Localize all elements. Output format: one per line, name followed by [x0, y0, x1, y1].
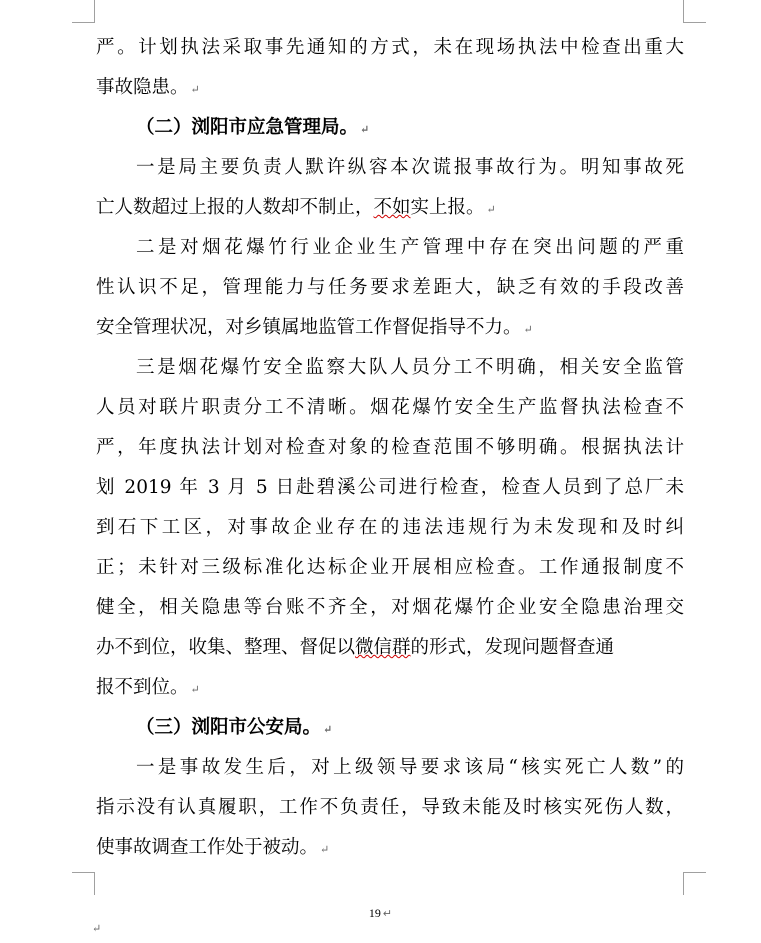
text-line: 性认识不足，管理能力与任务要求差距大，缺乏有效的手段改善 [96, 277, 684, 298]
text-line: 指示没有认真履职，工作不负责任，导致未能及时核实死伤人数， [96, 797, 684, 818]
paragraph-mark-icon: ↵ [190, 683, 200, 696]
text-line: 严，年度执法计划对检查对象的检查范围不够明确。根据执法计 [96, 437, 684, 458]
text-line: 划 2019 年 3 月 5 日赴碧溪公司进行检查，检查人员到了总厂未 [96, 477, 684, 498]
text-line: 安全管理状况，对乡镇属地监管工作督促指导不力。 ↵ [96, 317, 533, 338]
paragraph-mark-icon: ↵ [382, 908, 393, 920]
text-line: 严。计划执法采取事先通知的方式，未在现场执法中检查出重大 [96, 37, 684, 58]
paragraph-mark-icon: ↵ [190, 83, 200, 96]
section-heading: （三）浏阳市公安局。 ↵ [136, 717, 333, 738]
text-line: 办不到位，收集、整理、督促以微信群的形式，发现问题督查通 [96, 637, 615, 658]
text-line: 二是对烟花爆竹行业企业生产管理中存在突出问题的严重 [136, 237, 684, 258]
spellcheck-underline: 微信群 [355, 637, 411, 658]
paragraph-mark-icon: ↵ [92, 922, 102, 935]
text-line: 人员对联片职责分工不清晰。烟花爆竹安全生产监督执法检查不 [96, 397, 684, 418]
page-corner-top-right [683, 0, 706, 23]
paragraph-mark-icon: ↵ [320, 843, 330, 856]
text-line: 到石下工区，对事故企业存在的违法违规行为未发现和及时纠 [96, 517, 684, 538]
page-corner-bottom-right [683, 872, 706, 895]
page-corner-top-left [72, 0, 95, 23]
text-line: 正；未针对三级标准化达标企业开展相应检查。工作通报制度不 [96, 557, 684, 578]
text-line: 亡人数超过上报的人数却不制止，不如实上报。 ↵ [96, 197, 496, 218]
paragraph-mark-icon: ↵ [523, 323, 533, 336]
paragraph-mark-icon: ↵ [323, 723, 333, 736]
page-corner-bottom-left [72, 872, 95, 895]
document-body [96, 28, 684, 868]
section-heading: （二）浏阳市应急管理局。 ↵ [136, 117, 370, 138]
text-line: 一是局主要负责人默许纵容本次谎报事故行为。明知事故死 [136, 157, 684, 178]
paragraph-mark-icon: ↵ [486, 203, 496, 216]
text-line: 报不到位。 ↵ [96, 677, 200, 698]
paragraph-mark-icon: ↵ [360, 123, 370, 136]
text-line: 一是事故发生后，对上级领导要求该局“核实死亡人数”的 [136, 757, 684, 778]
page-number: 19 ↵ [368, 906, 393, 920]
text-line: 三是烟花爆竹安全监察大队人员分工不明确，相关安全监管 [136, 357, 684, 378]
spellcheck-underline: 不如 [373, 197, 411, 218]
text-line: 事故隐患。 ↵ [96, 77, 200, 98]
text-line: 健全，相关隐患等台账不齐全，对烟花爆竹企业安全隐患治理交 [96, 597, 684, 618]
text-line: 使事故调查工作处于被动。 ↵ [96, 837, 330, 858]
